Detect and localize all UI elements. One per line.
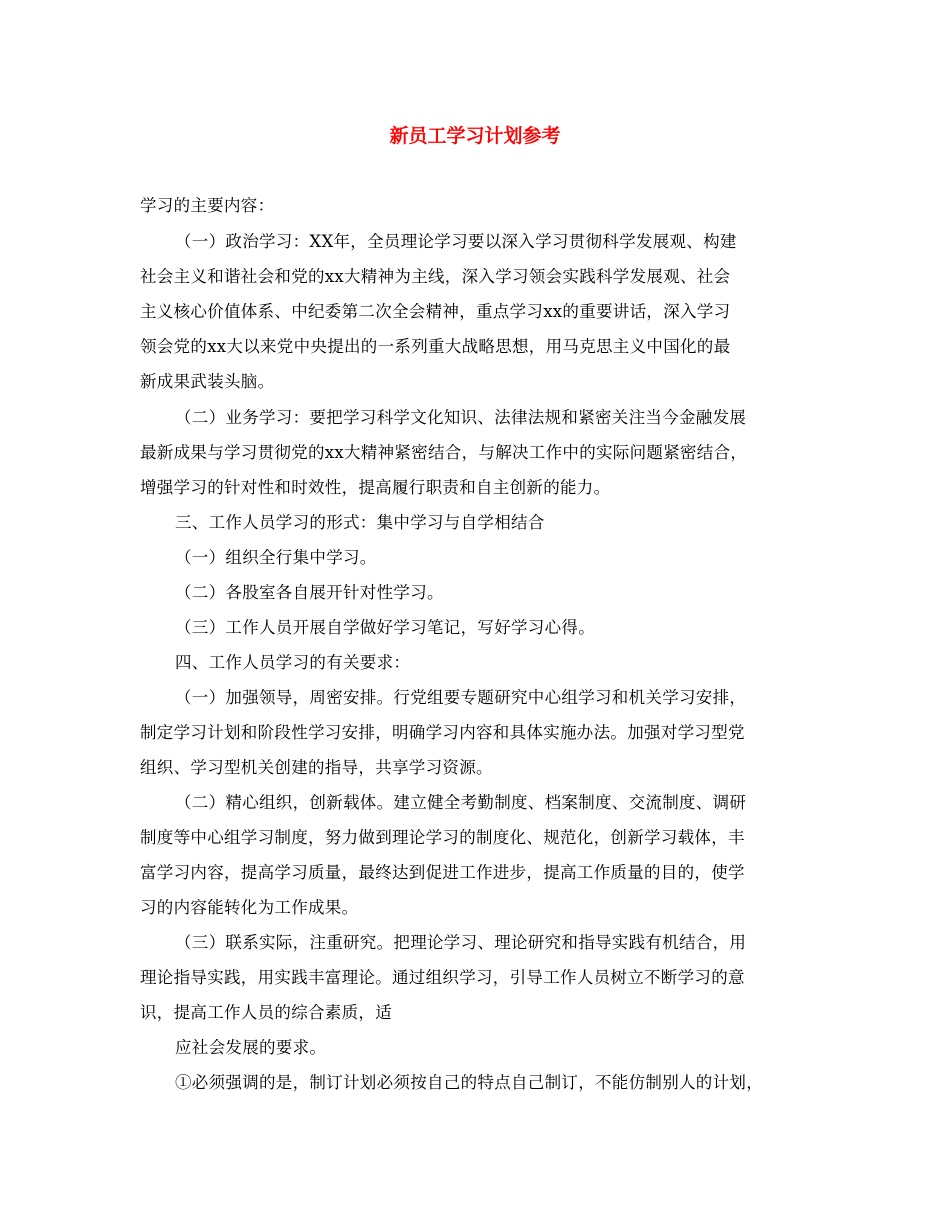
paragraph-line: 制度等中心组学习制度，努力做到理论学习的制度化、规范化，创新学习载体，丰 (140, 828, 745, 847)
paragraph-line: （一）加强领导，周密安排。行党组要专题研究中心组学习和机关学习安排， (175, 688, 747, 707)
paragraph-line: 增强学习的针对性和时效性，提高履行职责和自主创新的能力。 (140, 478, 611, 497)
paragraph-line: 最新成果与学习贯彻党的xx大精神紧密结合，与解决工作中的实际问题紧密结合， (140, 443, 748, 462)
paragraph-line: ①必须强调的是，制订计划必须按自己的特点自己制订，不能仿制别人的计划， (175, 1073, 763, 1092)
paragraph-line: 社会主义和谐社会和党的xx大精神为主线，深入学习领会实践科学发展观、社会 (140, 267, 731, 286)
paragraph-line: 识，提高工作人员的综合素质，适 (140, 1003, 392, 1022)
paragraph-line: 领会党的xx大以来党中央提出的一系列重大战略思想，用马克思主义中国化的最 (140, 337, 731, 356)
paragraph-line: （三）联系实际，注重研究。把理论学习、理论研究和指导实践有机结合，用 (175, 933, 747, 952)
paragraph-line: 主义核心价值体系、中纪委第二次全会精神，重点学习xx的重要讲话，深入学习 (140, 302, 731, 321)
paragraph-line: 学习的主要内容： (140, 196, 275, 215)
paragraph-line: 组织、学习型机关创建的指导，共享学习资源。 (140, 758, 493, 777)
section-heading: 三、工作人员学习的形式：集中学习与自学相结合 (175, 513, 545, 532)
paragraph-line: 理论指导实践，用实践丰富理论。通过组织学习，引导工作人员树立不断学习的意 (140, 968, 745, 987)
paragraph-line: （二）业务学习：要把学习科学文化知识、法律法规和紧密关注当今金融发展 (175, 408, 747, 427)
paragraph-line: 富学习内容，提高学习质量，最终达到促进工作进步，提高工作质量的目的，使学 (140, 863, 745, 882)
paragraph-line: （二）精心组织，创新载体。建立健全考勤制度、档案制度、交流制度、调研 (175, 793, 747, 812)
paragraph-line: 制定学习计划和阶段性学习安排，明确学习内容和具体实施办法。加强对学习型党 (140, 723, 745, 742)
paragraph-line: 应社会发展的要求。 (175, 1038, 327, 1057)
paragraph-line: 新成果武装头脑。 (140, 372, 275, 391)
list-item: （三）工作人员开展自学做好学习笔记，写好学习心得。 (175, 618, 595, 637)
list-item: （二）各股室各自展开针对性学习。 (175, 583, 444, 602)
section-heading: 四、工作人员学习的有关要求： (175, 653, 411, 672)
paragraph-line: 习的内容能转化为工作成果。 (140, 898, 359, 917)
paragraph-line: （一）政治学习：XX年，全员理论学习要以深入学习贯彻科学发展观、构建 (175, 232, 737, 251)
document-title: 新员工学习计划参考 (389, 125, 561, 147)
list-item: （一）组织全行集中学习。 (175, 548, 377, 567)
